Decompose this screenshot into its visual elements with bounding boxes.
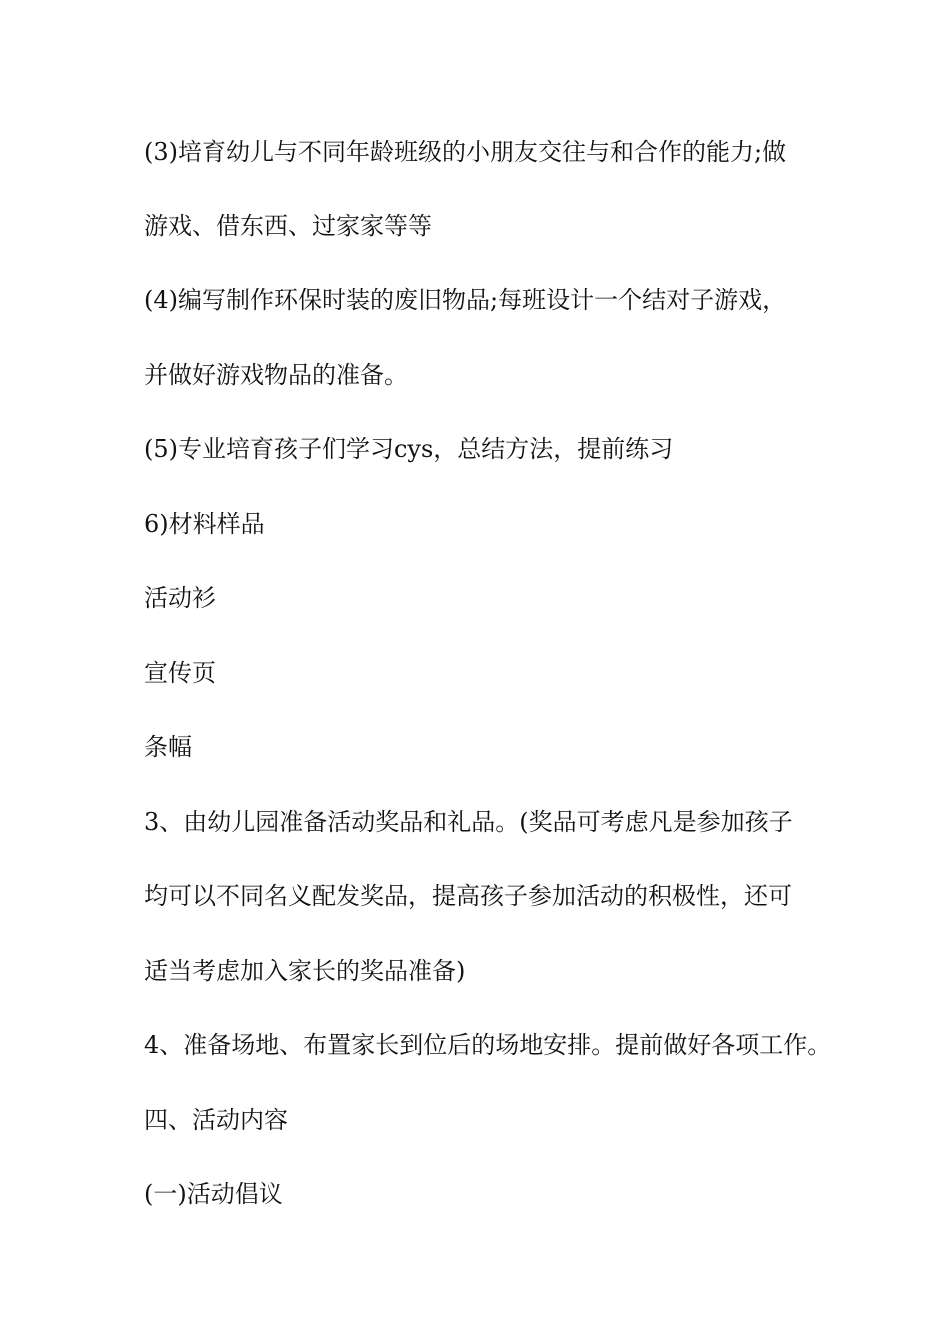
paragraph-item-3-line-1: (3)培育幼儿与不同年龄班级的小朋友交往与和合作的能力;做 bbox=[144, 138, 787, 166]
paragraph-point-3-line-1: 3、由幼儿园准备活动奖品和礼品。(奖品可考虑凡是参加孩子 bbox=[144, 808, 793, 836]
subsection-heading-activity-proposal: (一)活动倡议 bbox=[144, 1180, 283, 1208]
list-item-flyer: 宣传页 bbox=[144, 659, 216, 687]
paragraph-point-3-line-2: 均可以不同名义配发奖品，提高孩子参加活动的积极性，还可 bbox=[144, 882, 792, 910]
paragraph-item-3-line-2: 游戏、借东西、过家家等等 bbox=[144, 212, 432, 240]
paragraph-item-4-line-1: (4)编写制作环保时装的废旧物品;每班设计一个结对子游戏， bbox=[144, 286, 787, 314]
paragraph-point-3-line-3: 适当考虑加入家长的奖品准备) bbox=[144, 957, 466, 985]
section-heading-activity-content: 四、活动内容 bbox=[144, 1106, 288, 1134]
paragraph-item-4-line-2: 并做好游戏物品的准备。 bbox=[144, 361, 408, 389]
list-item-shirt: 活动衫 bbox=[144, 584, 216, 612]
paragraph-item-6: 6)材料样品 bbox=[144, 510, 265, 538]
paragraph-point-4: 4、准备场地、布置家长到位后的场地安排。提前做好各项工作。 bbox=[144, 1031, 832, 1059]
list-item-banner: 条幅 bbox=[144, 733, 192, 761]
paragraph-item-5: (5)专业培育孩子们学习cys，总结方法，提前练习 bbox=[144, 435, 674, 463]
